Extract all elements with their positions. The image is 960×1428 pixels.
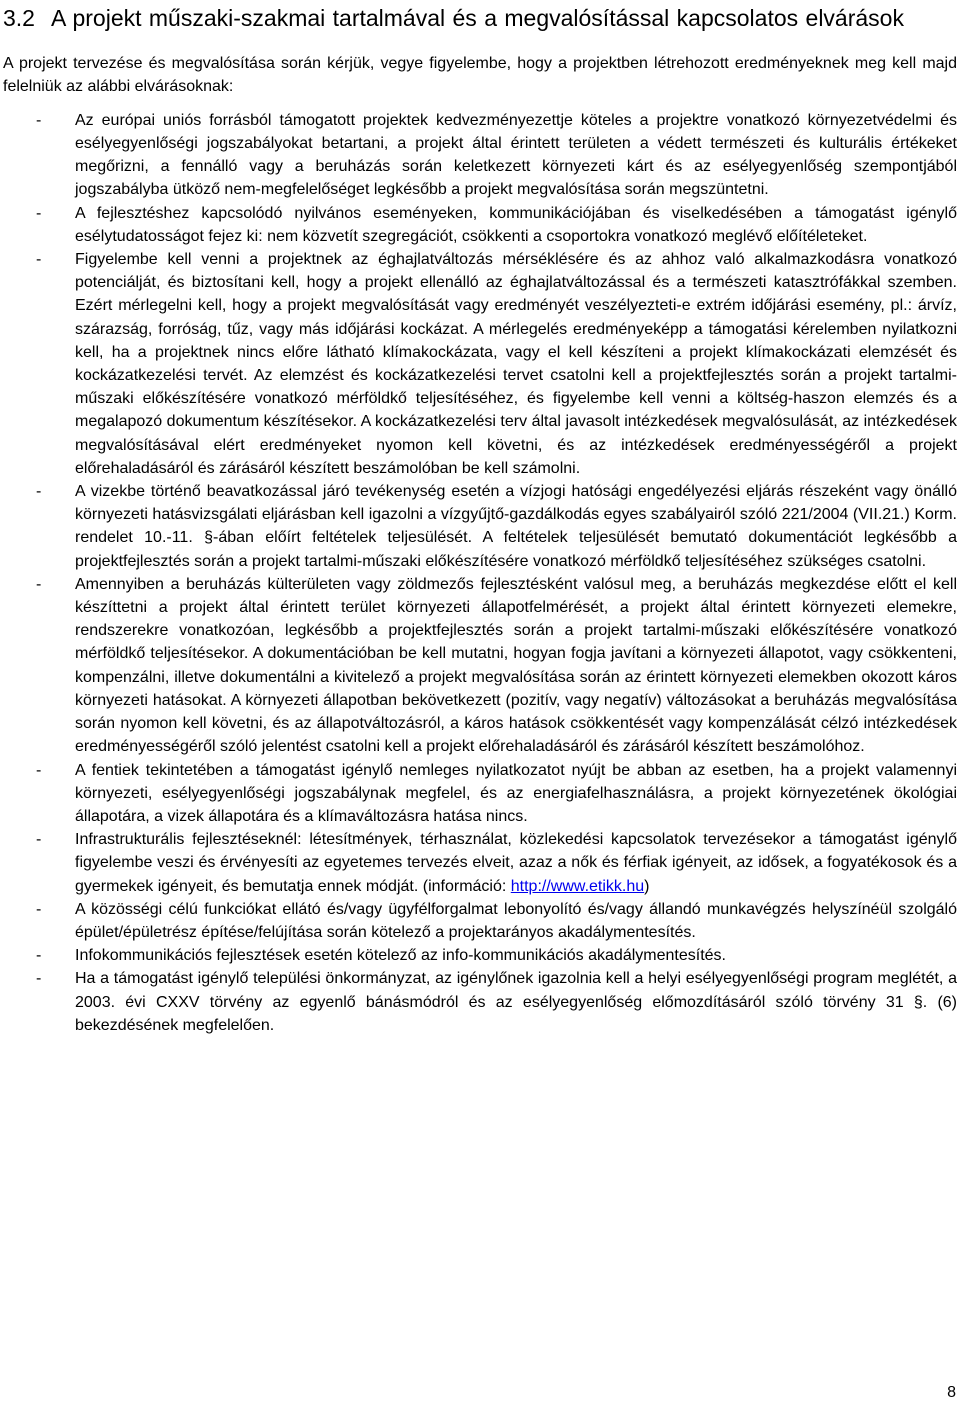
list-item-text: Infrastrukturális fejlesztéseknél: létesítmények, térhasználat, közlekedési kapcsolatok tervezésekor a támogatást igénylő figyelembe veszi és érvényesíti az egyetemes tervezés elveit, azaz a nők és férfiak igényeit, az idősek, a fogyatékosok és a gyermekek igényeit, és bemutatja ennek módját. (információ: (75, 831, 957, 895)
list-item (3, 248, 957, 480)
list-item-text-after: ) (644, 877, 650, 895)
page-number: 8 (947, 1384, 956, 1401)
bullet-dash: - (36, 831, 42, 849)
list-item-text: A fentiek tekintetében a támogatást igénylő nemleges nyilatkozatot nyújt be abban az esetben, ha a projekt valamennyi környezeti, esélyegyenlőségi jogszabálynak megfelel, és az energiafelhasználásra, a projekt környezetének ökológiai állapotára, a vizek állapotára és a klímaváltozásra hatása nincs. (75, 761, 957, 825)
list-item (3, 573, 957, 759)
list-item (3, 759, 957, 829)
bullet-dash: - (36, 900, 42, 918)
intro-paragraph: A projekt tervezése és megvalósítása során kérjük, vegye figyelembe, hogy a projektben létrehozott eredményeknek meg kell majd felelniük az alábbi elvárásoknak: (3, 55, 957, 96)
list-item (3, 109, 957, 202)
section-heading (3, 0, 957, 34)
list-item-text: A vizekbe történő beavatkozással járó tevékenység esetén a vízjogi hatósági engedélyezési eljárás részeként vagy önálló környezeti hatásvizsgálati eljárásban kell igazolni a vízgyűjtő-gazdálkodás egyes szabályairól szóló 221/2004 (VII.21.) Korm. rendelet 10.-11. §-ában előírt feltételek teljesülését. A feltételek teljesülését bemutató dokumentációt legkésőbb a projektfejlesztés során a projekt tartalmi-műszaki előkészítésére vonatkozó mérföldkő teljesítéséhez szükséges csatolni. (75, 483, 957, 570)
list-item (3, 967, 957, 1037)
list-item (3, 480, 957, 573)
list-item (3, 944, 957, 967)
list-item-text: A közösségi célú funkciókat ellátó és/vagy ügyfélforgalmat lebonyolító és/vagy állandó munkavégzés helyszínéül szolgáló épület/épületrész építése/felújítása során kötelező a projektarányos akadálymentesítés. (75, 900, 957, 941)
bullet-dash: - (36, 204, 42, 222)
section-number: 3.2 (3, 5, 35, 31)
list-item-text: Az európai uniós forrásból támogatott projektek kedvezményezettje köteles a projektre vonatkozó környezetvédelmi és esélyegyenlőségi jogszabályokat betartani, a projekt által érintett területen a védett természeti és kulturális értékeket megőrizni, a fennálló vagy a beruházás során keletkezett környezeti kárt és az esélyegyenlőség szempontjából jogszabályba ütköző nem-megfelelőséget legkésőbb a projekt megvalósítása során megszüntetni. (75, 111, 957, 199)
section-title: A projekt műszaki-szakmai tartalmával és a megvalósítással kapcsolatos elvárások (51, 5, 904, 31)
etikk-link[interactable]: http://www.etikk.hu (510, 877, 645, 895)
requirements-list (3, 109, 957, 1037)
bullet-dash: - (36, 761, 42, 779)
bullet-dash: - (36, 111, 42, 129)
bullet-dash: - (36, 575, 42, 593)
bullet-dash: - (36, 251, 42, 269)
bullet-dash: - (36, 483, 42, 501)
bullet-dash: - (36, 947, 42, 965)
list-item (3, 828, 957, 898)
list-item-text: Figyelembe kell venni a projektnek az éghajlatváltozás mérséklésére és az ahhoz való alkalmazkodásra vonatkozó potenciálját, és biztosítani kell, hogy a projekt ellenálló az éghajlatváltozással és a természeti katasztrófákkal szemben. Ezért mérlegelni kell, hogy a projekt megvalósítását vagy eredményét veszélyezteti-e extrém időjárási esemény, pl.: árvíz, szárazság, forróság, tűz, vagy más időjárási kockázat. A mérlegelés eredményeképp a támogatási kérelemben nyilatkozni kell, ha a projektnek nincs előre látható klímakockázata, vagy el kell készíteni a projekt klímakockázati elemzését és kockázatkezelési tervét. Az elemzést és kockázatkezelési tervet csatolni kell a projektfejlesztés során a projekt tartalmi-műszaki előkészítésére vonatkozó mérföldkő teljesítéséhez, és figyelembe kell venni a költség-haszon elemzés és a megalapozó dokumentum készítésekor. A kockázatkezelési terv által javasolt intézkedések megvalósulását, az intézkedések megvalósításával elért eredményeket nyomon kell követni, és az intézkedések eredményességéről a projekt előrehaladásáról és zárásáról készített beszámolóban be kell számolni. (75, 251, 957, 477)
bullet-dash: - (36, 970, 42, 988)
list-item-text: Amennyiben a beruházás külterületen vagy zöldmezős fejlesztésként valósul meg, a beruházás megkezdése előtt el kell készíttetni a projekt által érintett terület környezeti állapotfelmérését, a projekt által érintett környezeti elemekre, rendszerekre vonatkozóan, legkésőbb a projektfejlesztés során a projekt tartalmi-műszaki előkészítésére vonatkozó mérföldkő teljesítésekor. A dokumentációban be kell mutatni, hogyan fogja javítani a környezeti állapotot, vagy csökkenteni, kompenzálni, illetve dokumentálni a kivitelező a projekt megvalósítása során az érintett környezeti elemekben okozott káros környezeti hatásokat. A környezeti állapotban bekövetkezett (pozitív, vagy negatív) változásokat a beruházás megvalósítása során nyomon kell követni, és az állapotváltozásról, a káros hatások csökkentését vagy kompenzálását célzó intézkedések eredményességéről szóló jelentést csatolni kell a projekt előrehaladásáról és zárásáról készített beszámolóhoz. (75, 575, 957, 756)
list-item-text: Ha a támogatást igénylő települési önkormányzat, az igénylőnek igazolnia kell a helyi esélyegyenlőségi program meglétét, a 2003. évi CXXV törvény az egyenlő bánásmódról és az esélyegyenlőség előmozdításáról szóló törvény 31 §. (6) bekezdésének megfelelően. (75, 970, 957, 1034)
list-item-text: A fejlesztéshez kapcsolódó nyilvános eseményeken, kommunikációjában és viselkedésében a támogatást igénylő esélytudatosságot fejez ki: nem közvetít szegregációt, csökkenti a csoportokra vonatkozó meglévő előítéleteket. (75, 204, 957, 245)
list-item (3, 202, 957, 248)
list-item-text: Infokommunikációs fejlesztések esetén kötelező az info-kommunikációs akadálymentesítés. (75, 947, 726, 965)
list-item (3, 898, 957, 944)
